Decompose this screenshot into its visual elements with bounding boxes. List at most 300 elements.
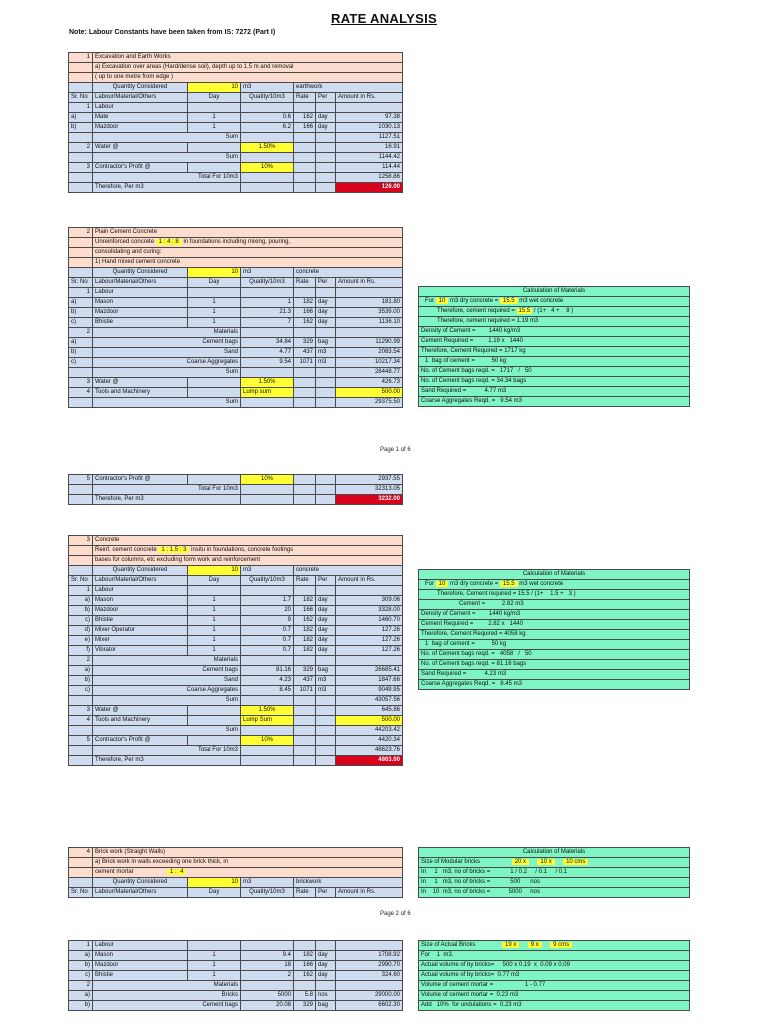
cell-text: 5 <box>69 736 93 746</box>
cell-text: 3 <box>69 706 93 716</box>
table-cell <box>294 103 316 113</box>
cell-text: Total For 10m3 <box>93 485 241 495</box>
cell-text: 0.23 <box>499 1002 512 1008</box>
table-cell <box>316 103 336 113</box>
cell-text: 8 ) <box>566 308 574 314</box>
table-cell <box>69 556 93 566</box>
table-cell <box>241 328 294 338</box>
cell-text: 437 <box>294 676 316 686</box>
cell-text: bag of cement = <box>431 641 475 647</box>
table-cell <box>419 307 690 317</box>
cell-text: Water @ <box>93 378 188 388</box>
table-row <box>69 388 403 398</box>
mix-ratio[interactable] <box>156 239 182 245</box>
table-row <box>419 367 690 377</box>
section-3-table <box>68 535 403 766</box>
cell-text: 1 <box>434 869 438 875</box>
cell-text: 3328.00 <box>336 606 403 616</box>
cell-text: / (1+ <box>531 591 544 597</box>
cell-text: 8.45 <box>241 686 294 696</box>
cell-text: 1460.70 <box>336 616 403 626</box>
cell-text: 4 <box>180 869 184 875</box>
cell-text: 1440 <box>509 621 523 627</box>
cell-text: 1 <box>241 298 294 308</box>
table-cell <box>69 258 93 268</box>
cell-text: Sum <box>93 398 241 408</box>
cell-text: Total For 10m3 <box>93 746 241 756</box>
cell-text: 1030.13 <box>336 123 403 133</box>
cell-text: nos <box>530 889 540 895</box>
table-cell <box>316 288 336 298</box>
cell-text: Labour/Material/Others <box>93 278 188 288</box>
cell-text: 0.09 x 0.09 <box>540 962 570 968</box>
cell-text: b) <box>69 676 93 686</box>
cell-text: Cement bags <box>93 666 241 676</box>
cell-text: 1 <box>434 879 438 885</box>
table-cell <box>316 153 336 163</box>
cell-text: b) <box>69 308 93 318</box>
cell-text: 15.5 <box>518 308 531 314</box>
cell-text: 1136.10 <box>336 318 403 328</box>
table-cell <box>419 630 690 640</box>
cell-text: 500 <box>510 879 521 885</box>
cell-text: bags <box>513 661 527 667</box>
cell-text: 1 <box>425 641 429 647</box>
cell-text: 437 <box>294 348 316 358</box>
mix-ratio[interactable] <box>167 869 186 875</box>
table-row <box>419 327 690 337</box>
table-cell <box>188 163 241 173</box>
cell-text: m3 <box>316 348 336 358</box>
cell-text: 26685.41 <box>336 666 403 676</box>
cell-text: Therefore, Per m3 <box>93 756 241 766</box>
cell-text: x <box>533 962 537 968</box>
table-cell <box>419 620 690 630</box>
cell-text: 15.5 <box>517 591 530 597</box>
table-cell <box>294 495 316 505</box>
table-row <box>69 848 403 858</box>
cell-text: Therefore, Cement Required = <box>421 348 503 354</box>
table-cell <box>188 143 241 153</box>
cell-text: Quatity/10m3 <box>241 576 294 586</box>
cell-text: 34.34 <box>496 378 512 384</box>
table-cell <box>241 656 294 666</box>
cell-text: Mixer <box>93 636 188 646</box>
table-cell <box>294 133 316 143</box>
table-cell <box>241 368 294 378</box>
table-cell <box>294 143 316 153</box>
cell-text: Mason <box>93 596 188 606</box>
cell-text: 6602.30 <box>336 1001 403 1011</box>
cell-text: Coarse Aggregates <box>93 686 241 696</box>
cell-text: for undulations = <box>452 1002 497 1008</box>
table-row <box>69 153 403 163</box>
quantity-value[interactable]: 10 <box>188 566 241 576</box>
table-row <box>69 858 403 868</box>
cell-text: 10 <box>436 581 449 587</box>
materials-label: Materials <box>93 328 241 338</box>
cell-text: 10 x <box>537 859 554 865</box>
cell-text: Labour <box>93 586 188 596</box>
table-row <box>69 238 403 248</box>
table-cell <box>419 878 690 888</box>
cell-text: 9 x <box>528 942 542 948</box>
table-cell <box>419 610 690 620</box>
cell-text: m3, no of bricks = <box>442 889 491 895</box>
table-cell <box>419 367 690 377</box>
sum-label: Sum <box>93 133 241 143</box>
table-cell <box>294 981 316 991</box>
table-row <box>69 338 403 348</box>
cell-text: kg <box>499 358 507 364</box>
table-cell <box>316 756 336 766</box>
cell-text: Quantity Considered <box>93 268 188 278</box>
cell-text: 7 <box>241 318 294 328</box>
table-cell <box>241 398 294 408</box>
table-row <box>69 103 403 113</box>
table-row <box>69 951 403 961</box>
table-cell <box>69 368 93 378</box>
table-row <box>69 378 403 388</box>
cell-text: Day <box>188 888 241 898</box>
table-cell <box>419 347 690 357</box>
cell-text: day <box>316 113 336 123</box>
description-line <box>93 238 403 248</box>
table-cell <box>69 546 93 556</box>
table-row <box>419 670 690 680</box>
cell-text: f) <box>69 646 93 656</box>
table-cell <box>69 726 93 736</box>
cell-text: Materials <box>93 656 241 666</box>
cell-text: 5 <box>69 475 93 485</box>
cell-text: 1 <box>436 952 441 958</box>
table-cell <box>69 878 93 888</box>
quantity-row <box>69 878 403 888</box>
table-cell <box>294 941 316 951</box>
cell-text: Day <box>188 278 241 288</box>
cell-text: 4.23 <box>484 671 497 677</box>
cell-text: 9 cms <box>550 942 572 948</box>
cell-text: No. of Cement bags reqd. = <box>421 651 495 657</box>
cell-text: Mate <box>93 113 188 123</box>
cell-text: Bhistie <box>93 616 188 626</box>
table-row <box>69 133 403 143</box>
cell-text: 1 <box>188 113 241 123</box>
cell-text: kg <box>499 641 507 647</box>
cell-text: Tools and Machinery <box>93 388 188 398</box>
cell-text: 166 <box>294 123 316 133</box>
tools-lumpsum[interactable]: Lump sum <box>241 388 294 398</box>
table-row <box>419 610 690 620</box>
cell-text: cement mortar <box>95 869 134 875</box>
description-line: a) Brick work in walls exceeding one brick thick, in <box>93 858 403 868</box>
table-cell <box>188 103 241 113</box>
cell-text: 50 <box>524 368 532 374</box>
cell-text: Cement Required = <box>421 338 474 344</box>
cell-text: 10% <box>436 1002 449 1008</box>
cell-text: x <box>501 621 505 627</box>
table-row <box>419 848 690 858</box>
cell-text: day <box>316 123 336 133</box>
profit-percent[interactable]: 10% <box>241 163 294 173</box>
table-cell <box>294 398 316 408</box>
table-cell <box>294 163 316 173</box>
cell-text: 1071 <box>294 358 316 368</box>
cell-text: 1 <box>188 636 241 646</box>
table-cell <box>316 706 336 716</box>
tools-lumpsum[interactable]: Lump Sum <box>241 716 294 726</box>
cell-text: : <box>172 239 174 245</box>
table-row <box>419 387 690 397</box>
cell-text: 4 + <box>551 308 560 314</box>
table-cell <box>294 153 316 163</box>
cell-text: 1 <box>188 626 241 636</box>
table-cell <box>316 133 336 143</box>
table-cell <box>419 941 690 951</box>
section-1-table <box>68 52 403 193</box>
cell-text: Reinf. cement concrete <box>95 547 157 553</box>
cell-text: / <box>518 651 520 657</box>
cell-text: 1 - 0.77 <box>524 982 546 988</box>
cell-text: 1717 <box>499 368 514 374</box>
table-row <box>419 297 690 307</box>
table-row <box>69 318 403 328</box>
cell-text: brickwork <box>294 878 403 888</box>
cell-text: Sr. No <box>69 576 93 586</box>
header-cell: Sr. No <box>69 93 93 103</box>
table-row <box>419 941 690 951</box>
cell-text: 1 <box>161 547 165 553</box>
cell-text: 181.80 <box>336 298 403 308</box>
table-row <box>419 660 690 670</box>
table-row <box>69 248 403 258</box>
cell-text: 0.7 <box>241 626 294 636</box>
cell-text: 4.77 <box>241 348 294 358</box>
cell-text: Size of Actual Bricks <box>421 942 476 948</box>
table-cell <box>241 288 294 298</box>
cell-text: m3, no of bricks = <box>442 879 491 885</box>
cell-text: Mazdoor <box>93 606 188 616</box>
cell-text: m3 dry concrete = <box>450 298 499 304</box>
cell-text: Quatity/10m3 <box>241 888 294 898</box>
table-cell <box>294 586 316 596</box>
section-4-table <box>68 847 403 898</box>
cell-text: Actual volume of by bricks= <box>421 962 495 968</box>
table-cell <box>316 368 336 378</box>
table-cell <box>69 173 93 183</box>
mix-ratio[interactable] <box>158 547 189 553</box>
water-percent[interactable]: 1.50% <box>241 378 294 388</box>
cell-text: No. of Cement bags reqd. = <box>421 661 495 667</box>
table-cell <box>419 377 690 387</box>
table-cell <box>294 368 316 378</box>
header-cell: Amount in Rs. <box>336 93 403 103</box>
table-row <box>419 961 690 971</box>
table-cell <box>419 858 690 868</box>
header-cell: Rate <box>294 93 316 103</box>
cell-text: day <box>316 596 336 606</box>
table-cell <box>316 495 336 505</box>
table-row <box>419 570 690 580</box>
table-cell <box>336 328 403 338</box>
cell-text: 3 ) <box>568 591 576 597</box>
table-row <box>69 1001 403 1011</box>
table-row <box>69 716 403 726</box>
cell-text: 1 <box>188 298 241 308</box>
cell-text: 1 / 0.2 <box>510 869 527 875</box>
cell-text: 4058 <box>504 631 518 637</box>
table-cell <box>316 143 336 153</box>
water-percent[interactable]: 1.50% <box>241 143 294 153</box>
table-cell <box>419 600 690 610</box>
cell-text: 1 <box>170 869 174 875</box>
table-row <box>69 991 403 1001</box>
cell-text: m3 dry concrete = <box>450 581 499 587</box>
cell-text: m3 <box>515 601 524 607</box>
table-row <box>419 868 690 878</box>
cell-text: 1440 <box>488 611 503 617</box>
section-number: 3 <box>69 536 93 546</box>
cell-text: Mason <box>93 951 188 961</box>
table-cell <box>294 746 316 756</box>
section-2-continued-table <box>68 474 403 505</box>
table-cell <box>316 398 336 408</box>
water-percent[interactable]: 1.50% <box>241 706 294 716</box>
table-cell <box>69 566 93 576</box>
quantity-row <box>69 83 403 93</box>
table-row <box>69 736 403 746</box>
cell-text: day <box>316 951 336 961</box>
cell-text: m3 <box>241 268 294 278</box>
cell-text: Tools and Machinery <box>93 716 188 726</box>
cell-text: Coarse Aggregates Reqd. = <box>421 681 496 687</box>
cell-text: Coarse Aggregates Reqd. = <box>421 398 496 404</box>
table-cell <box>316 173 336 183</box>
cell-text: 1 <box>188 616 241 626</box>
cell-text: 0.77 <box>497 972 510 978</box>
cell-text: a) <box>69 298 93 308</box>
cell-text: kg/m3 <box>503 328 521 334</box>
quantity-value[interactable]: 10 <box>188 878 241 888</box>
cell-text: 1 <box>188 961 241 971</box>
table-cell <box>188 736 241 746</box>
cell-text: b) <box>69 961 93 971</box>
cell-text: 20 <box>241 606 294 616</box>
section-number: 4 <box>69 848 93 858</box>
cell-text: Therefore, Cement Required = <box>421 631 503 637</box>
table-cell <box>69 756 93 766</box>
cell-text: Vibrator <box>93 646 188 656</box>
table-row <box>69 546 403 556</box>
cell-text: Labour <box>93 941 188 951</box>
final-rate-label: Therefore, Per m3 <box>93 183 241 193</box>
page-number: Page 2 of 6 <box>380 911 411 917</box>
cell-text: 2.82 <box>488 621 500 627</box>
quantity-value[interactable]: 10 <box>188 83 241 93</box>
cell-text: m3 <box>529 318 539 324</box>
cell-text: Bhistie <box>93 971 188 981</box>
cell-text: 3 <box>69 163 93 173</box>
table-row <box>419 991 690 1001</box>
cell-text: 6.2 <box>241 123 294 133</box>
cell-text: m3 <box>513 1002 522 1008</box>
cell-text: Labour <box>93 288 188 298</box>
table-row <box>69 596 403 606</box>
final-rate-value: 126.00 <box>336 183 403 193</box>
cell-text: / (1+ <box>533 308 547 314</box>
table-row <box>419 357 690 367</box>
calculation-title: Calculation of Materials <box>419 848 690 858</box>
table-cell <box>419 650 690 660</box>
cell-text: 50 <box>491 641 499 647</box>
table-cell <box>188 378 241 388</box>
table-cell <box>241 746 294 756</box>
cell-text: Labour/Material/Others <box>93 576 188 586</box>
quantity-value[interactable]: 10 <box>188 268 241 278</box>
table-row <box>69 746 403 756</box>
table-row <box>69 971 403 981</box>
tools-amount[interactable]: 500.00 <box>336 388 403 398</box>
cell-text: 1717 <box>504 348 518 354</box>
quantity-label: Quantity Considered <box>93 83 188 93</box>
cell-text: 182 <box>294 951 316 961</box>
cell-text: 1 <box>188 318 241 328</box>
cell-text: Sand Required = <box>421 388 467 394</box>
table-cell <box>241 103 294 113</box>
cell-text: c) <box>69 616 93 626</box>
table-row <box>69 298 403 308</box>
cell-text: 114.44 <box>336 163 403 173</box>
cell-text: Therefore, cement required = <box>437 308 515 314</box>
cell-text: c) <box>69 318 93 328</box>
cell-text: 4.23 <box>241 676 294 686</box>
cell-text: Cement = <box>459 601 486 607</box>
table-cell <box>69 398 93 408</box>
table-cell <box>316 746 336 756</box>
table-cell <box>419 580 690 590</box>
table-cell <box>419 357 690 367</box>
cell-text: day <box>316 616 336 626</box>
table-cell <box>69 495 93 505</box>
cell-text: 2.82 <box>501 601 514 607</box>
cell-text: b) <box>69 348 93 358</box>
profit-percent[interactable]: 10% <box>241 475 294 485</box>
profit-percent[interactable]: 10% <box>241 736 294 746</box>
table-row <box>69 961 403 971</box>
tools-amount[interactable]: 500.00 <box>336 716 403 726</box>
cell-text: 1.5 + <box>550 591 564 597</box>
cell-text: 3 <box>183 547 187 553</box>
table-cell <box>419 590 690 600</box>
cell-text: 1071 <box>294 686 316 696</box>
cell-text: Contractor's Profit @ <box>93 475 188 485</box>
cell-text: Bricks <box>93 991 241 1001</box>
cell-text: 1440 <box>488 328 503 334</box>
table-cell <box>69 238 93 248</box>
cell-text: 1847.66 <box>336 676 403 686</box>
quantity-unit: m3 <box>241 83 294 93</box>
cell-text: m3 <box>513 398 522 404</box>
table-row <box>69 696 403 706</box>
cell-text: concrete <box>294 268 403 278</box>
table-cell <box>69 183 93 193</box>
table-cell <box>336 981 403 991</box>
table-cell <box>316 328 336 338</box>
cell-text: 1 <box>188 123 241 133</box>
quantity-row <box>69 268 403 278</box>
section-heading: Excavation and Earth Works <box>93 53 403 63</box>
table-cell <box>294 388 316 398</box>
